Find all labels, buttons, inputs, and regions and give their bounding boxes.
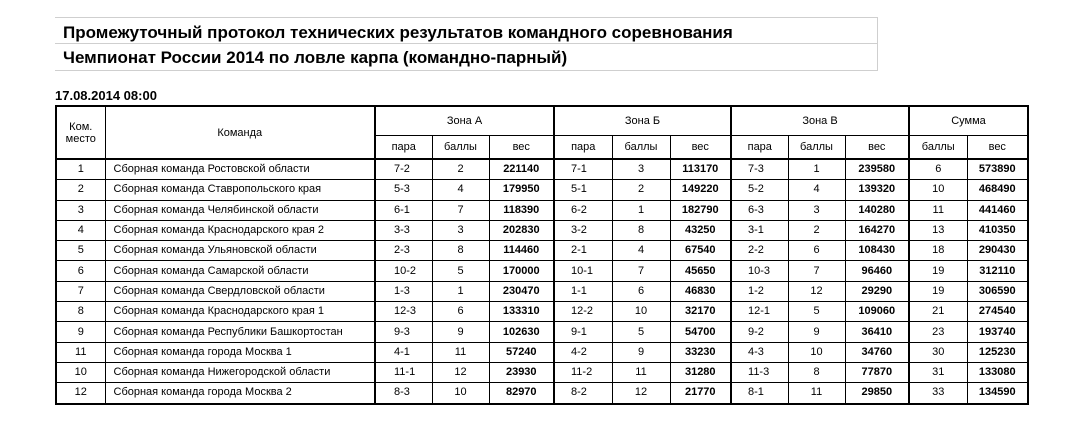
- zone-b-points-cell: 6: [612, 281, 670, 301]
- zone-a-weight-cell: 170000: [489, 261, 554, 281]
- table-row: [56, 261, 1028, 281]
- zone-v-weight-cell: 140280: [845, 200, 909, 220]
- zone-v-pair-cell: 9-2: [731, 322, 788, 342]
- sum-points-cell: 10: [909, 180, 967, 200]
- zone-a-points-cell: 1: [432, 281, 489, 301]
- zone-v-points-cell: 2: [788, 220, 845, 240]
- zone-a-weight-cell: 221140: [489, 159, 554, 180]
- zone-a-pair-cell: 4-1: [375, 342, 432, 362]
- table-row: [56, 241, 1028, 261]
- zone-a-pair-cell: 7-2: [375, 159, 432, 180]
- zone-b-weight-cell: 43250: [670, 220, 731, 240]
- zone-v-points-cell: 8: [788, 362, 845, 382]
- zone-a-weight-cell: 82970: [489, 383, 554, 404]
- zone-v-pair-cell: 7-3: [731, 159, 788, 180]
- zone-b-pair-cell: 1-1: [554, 281, 612, 301]
- place-cell: 4: [56, 220, 105, 240]
- place-header-line2: место: [65, 132, 96, 145]
- table-row: [56, 302, 1028, 322]
- zone-v-weight-cell: 36410: [845, 322, 909, 342]
- zone-b-weight-cell: 46830: [670, 281, 731, 301]
- zone-b-points-cell: 9: [612, 342, 670, 362]
- zone-v-weight-header: вес: [845, 136, 909, 160]
- zone-b-weight-cell: 32170: [670, 302, 731, 322]
- zone-b-pair-cell: 10-1: [554, 261, 612, 281]
- zone-v-points-cell: 4: [788, 180, 845, 200]
- team-cell: Сборная команда Ставропольского края: [105, 180, 375, 200]
- sum-weight-cell: 274540: [967, 302, 1028, 322]
- table-row: [56, 322, 1028, 342]
- table-row: [56, 220, 1028, 240]
- team-cell: Сборная команда Самарской области: [105, 261, 375, 281]
- sum-weight-cell: 125230: [967, 342, 1028, 362]
- results-table-body: [56, 159, 1028, 404]
- sum-points-cell: 30: [909, 342, 967, 362]
- place-header-line1: Ком.: [69, 120, 93, 133]
- zone-v-points-cell: 11: [788, 383, 845, 404]
- zone-v-pair-cell: 11-3: [731, 362, 788, 382]
- zone-b-points-cell: 7: [612, 261, 670, 281]
- zone-v-pair-cell: 8-1: [731, 383, 788, 404]
- zone-b-points-cell: 3: [612, 159, 670, 180]
- zone-b-points-cell: 4: [612, 241, 670, 261]
- team-cell: Сборная команда Ростовской области: [105, 159, 375, 180]
- place-cell: 12: [56, 383, 105, 404]
- zone-a-points-cell: 2: [432, 159, 489, 180]
- zone-b-weight-cell: 149220: [670, 180, 731, 200]
- zone-a-pair-cell: 9-3: [375, 322, 432, 342]
- zone-a-weight-cell: 202830: [489, 220, 554, 240]
- sum-weight-cell: 441460: [967, 200, 1028, 220]
- zone-v-points-cell: 3: [788, 200, 845, 220]
- zone-a-header: Зона А: [375, 106, 554, 136]
- results-table: [55, 105, 1029, 405]
- zone-v-points-cell: 10: [788, 342, 845, 362]
- zone-a-points-cell: 7: [432, 200, 489, 220]
- sum-weight-cell: 290430: [967, 241, 1028, 261]
- team-cell: Сборная команда Свердловской области: [105, 281, 375, 301]
- zone-v-points-cell: 9: [788, 322, 845, 342]
- zone-v-weight-cell: 34760: [845, 342, 909, 362]
- sum-points-cell: 19: [909, 261, 967, 281]
- zone-b-points-cell: 5: [612, 322, 670, 342]
- zone-v-pair-cell: 3-1: [731, 220, 788, 240]
- zone-a-pair-cell: 3-3: [375, 220, 432, 240]
- team-cell: Сборная команда Нижегородской области: [105, 362, 375, 382]
- zone-b-points-cell: 1: [612, 200, 670, 220]
- zone-a-pair-cell: 8-3: [375, 383, 432, 404]
- zone-a-pair-cell: 6-1: [375, 200, 432, 220]
- team-cell: Сборная команда города Москва 2: [105, 383, 375, 404]
- team-cell: Сборная команда Ульяновской области: [105, 241, 375, 261]
- zone-a-weight-cell: 102630: [489, 322, 554, 342]
- sum-points-header: баллы: [909, 136, 967, 160]
- zone-a-weight-cell: 23930: [489, 362, 554, 382]
- sum-weight-header: вес: [967, 136, 1028, 160]
- zone-a-weight-cell: 179950: [489, 180, 554, 200]
- zone-b-points-cell: 11: [612, 362, 670, 382]
- place-cell: 6: [56, 261, 105, 281]
- zone-b-pair-cell: 9-1: [554, 322, 612, 342]
- zone-b-weight-cell: 54700: [670, 322, 731, 342]
- sum-weight-cell: 312110: [967, 261, 1028, 281]
- table-row: [56, 159, 1028, 180]
- zone-v-weight-cell: 139320: [845, 180, 909, 200]
- place-column-header: [56, 106, 105, 159]
- sum-points-cell: 18: [909, 241, 967, 261]
- place-cell: 7: [56, 281, 105, 301]
- sum-points-cell: 19: [909, 281, 967, 301]
- zone-a-points-cell: 8: [432, 241, 489, 261]
- team-cell: Сборная команда города Москва 1: [105, 342, 375, 362]
- zone-a-points-cell: 11: [432, 342, 489, 362]
- zone-b-points-header: баллы: [612, 136, 670, 160]
- table-row: [56, 180, 1028, 200]
- zone-a-pair-cell: 11-1: [375, 362, 432, 382]
- place-cell: 5: [56, 241, 105, 261]
- zone-v-points-cell: 5: [788, 302, 845, 322]
- zone-b-pair-cell: 12-2: [554, 302, 612, 322]
- zone-a-pair-cell: 1-3: [375, 281, 432, 301]
- zone-b-weight-cell: 113170: [670, 159, 731, 180]
- zone-v-weight-cell: 29850: [845, 383, 909, 404]
- zone-a-points-cell: 5: [432, 261, 489, 281]
- zone-v-points-cell: 7: [788, 261, 845, 281]
- zone-b-pair-cell: 7-1: [554, 159, 612, 180]
- zone-a-pair-cell: 2-3: [375, 241, 432, 261]
- zone-v-weight-cell: 109060: [845, 302, 909, 322]
- zone-v-weight-cell: 164270: [845, 220, 909, 240]
- zone-v-weight-cell: 239580: [845, 159, 909, 180]
- zone-b-points-cell: 8: [612, 220, 670, 240]
- zone-a-points-cell: 3: [432, 220, 489, 240]
- zone-b-weight-cell: 182790: [670, 200, 731, 220]
- zone-b-pair-cell: 2-1: [554, 241, 612, 261]
- sum-weight-cell: 573890: [967, 159, 1028, 180]
- sum-points-cell: 13: [909, 220, 967, 240]
- zone-v-pair-cell: 6-3: [731, 200, 788, 220]
- document-title-box: [55, 17, 878, 71]
- zone-b-weight-cell: 31280: [670, 362, 731, 382]
- sum-weight-cell: 306590: [967, 281, 1028, 301]
- table-header-row: [56, 106, 1028, 136]
- place-cell: 10: [56, 362, 105, 382]
- protocol-datetime: 17.08.2014 08:00: [55, 88, 157, 103]
- zone-a-weight-cell: 57240: [489, 342, 554, 362]
- zone-v-pair-cell: 5-2: [731, 180, 788, 200]
- sum-weight-cell: 468490: [967, 180, 1028, 200]
- document-title: Промежуточный протокол технических результатов командного соревнования: [63, 23, 733, 42]
- team-cell: Сборная команда Краснодарского края 2: [105, 220, 375, 240]
- zone-a-weight-cell: 118390: [489, 200, 554, 220]
- zone-b-pair-cell: 8-2: [554, 383, 612, 404]
- zone-b-weight-cell: 67540: [670, 241, 731, 261]
- zone-v-points-cell: 12: [788, 281, 845, 301]
- sum-points-cell: 11: [909, 200, 967, 220]
- sum-points-cell: 23: [909, 322, 967, 342]
- zone-v-header: Зона В: [731, 106, 909, 136]
- sum-points-cell: 31: [909, 362, 967, 382]
- zone-b-points-cell: 2: [612, 180, 670, 200]
- zone-v-pair-cell: 1-2: [731, 281, 788, 301]
- place-cell: 1: [56, 159, 105, 180]
- place-cell: 3: [56, 200, 105, 220]
- zone-a-weight-cell: 230470: [489, 281, 554, 301]
- zone-v-pair-cell: 12-1: [731, 302, 788, 322]
- zone-b-points-cell: 10: [612, 302, 670, 322]
- team-cell: Сборная команда Челябинской области: [105, 200, 375, 220]
- sum-weight-cell: 134590: [967, 383, 1028, 404]
- zone-b-pair-cell: 3-2: [554, 220, 612, 240]
- zone-b-weight-cell: 33230: [670, 342, 731, 362]
- zone-a-points-cell: 12: [432, 362, 489, 382]
- table-row: [56, 200, 1028, 220]
- place-cell: 11: [56, 342, 105, 362]
- zone-b-points-cell: 12: [612, 383, 670, 404]
- zone-b-weight-cell: 45650: [670, 261, 731, 281]
- sum-header: Сумма: [909, 106, 1028, 136]
- zone-v-weight-cell: 96460: [845, 261, 909, 281]
- zone-v-points-cell: 6: [788, 241, 845, 261]
- zone-a-points-cell: 9: [432, 322, 489, 342]
- place-cell: 2: [56, 180, 105, 200]
- zone-v-pair-cell: 4-3: [731, 342, 788, 362]
- team-cell: Сборная команда Республики Башкортостан: [105, 322, 375, 342]
- team-cell: Сборная команда Краснодарского края 1: [105, 302, 375, 322]
- zone-a-pair-cell: 12-3: [375, 302, 432, 322]
- zone-b-pair-cell: 4-2: [554, 342, 612, 362]
- document-subtitle: Чемпионат России 2014 по ловле карпа (командно-парный): [63, 48, 568, 67]
- table-row: [56, 383, 1028, 404]
- zone-a-points-cell: 6: [432, 302, 489, 322]
- zone-v-weight-cell: 29290: [845, 281, 909, 301]
- sum-weight-cell: 193740: [967, 322, 1028, 342]
- zone-v-pair-cell: 2-2: [731, 241, 788, 261]
- zone-v-points-cell: 1: [788, 159, 845, 180]
- sum-points-cell: 33: [909, 383, 967, 404]
- zone-b-pair-cell: 5-1: [554, 180, 612, 200]
- zone-v-points-header: баллы: [788, 136, 845, 160]
- zone-a-points-cell: 10: [432, 383, 489, 404]
- team-column-header: Команда: [105, 106, 375, 159]
- zone-a-pair-cell: 10-2: [375, 261, 432, 281]
- title-divider: [55, 43, 877, 44]
- zone-a-weight-cell: 114460: [489, 241, 554, 261]
- sum-weight-cell: 133080: [967, 362, 1028, 382]
- zone-b-pair-cell: 11-2: [554, 362, 612, 382]
- zone-v-weight-cell: 77870: [845, 362, 909, 382]
- zone-b-weight-cell: 21770: [670, 383, 731, 404]
- zone-v-pair-cell: 10-3: [731, 261, 788, 281]
- zone-v-pair-header: пара: [731, 136, 788, 160]
- sum-points-cell: 21: [909, 302, 967, 322]
- table-row: [56, 342, 1028, 362]
- zone-b-header: Зона Б: [554, 106, 731, 136]
- zone-b-weight-header: вес: [670, 136, 731, 160]
- zone-v-weight-cell: 108430: [845, 241, 909, 261]
- zone-a-weight-cell: 133310: [489, 302, 554, 322]
- table-row: [56, 362, 1028, 382]
- place-cell: 9: [56, 322, 105, 342]
- zone-a-pair-header: пара: [375, 136, 432, 160]
- zone-a-points-cell: 4: [432, 180, 489, 200]
- sum-points-cell: 6: [909, 159, 967, 180]
- zone-b-pair-cell: 6-2: [554, 200, 612, 220]
- place-cell: 8: [56, 302, 105, 322]
- zone-a-weight-header: вес: [489, 136, 554, 160]
- zone-b-pair-header: пара: [554, 136, 612, 160]
- zone-a-pair-cell: 5-3: [375, 180, 432, 200]
- sum-weight-cell: 410350: [967, 220, 1028, 240]
- zone-a-points-header: баллы: [432, 136, 489, 160]
- table-row: [56, 281, 1028, 301]
